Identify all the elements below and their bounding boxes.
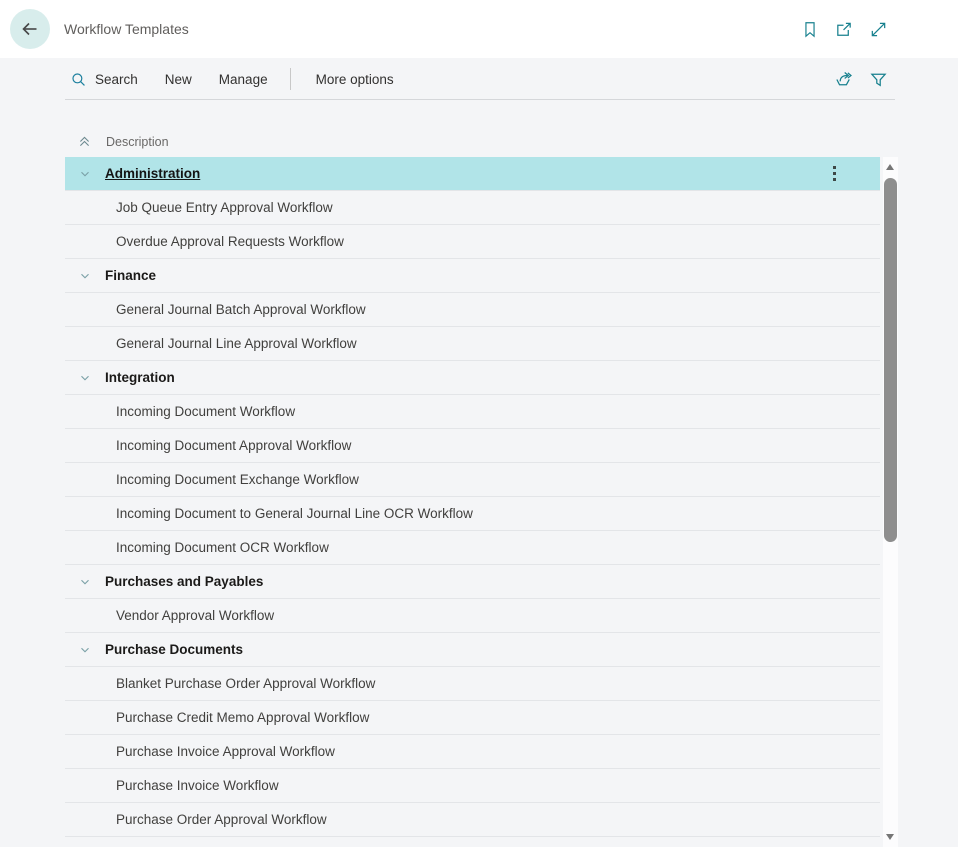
new-button[interactable]: New [164, 71, 192, 87]
bookmark-icon[interactable] [801, 20, 819, 39]
chevron-down-icon[interactable] [78, 167, 92, 181]
group-row[interactable] [65, 565, 880, 599]
table-row[interactable] [65, 803, 880, 837]
chevron-down-icon[interactable] [78, 575, 92, 589]
row-label: Integration [105, 370, 175, 385]
row-label: Finance [105, 268, 157, 283]
table-row[interactable] [65, 667, 880, 701]
table-row[interactable] [65, 225, 880, 259]
page-header [0, 0, 958, 58]
row-label: Incoming Document to General Journal Line OCR Workflow [116, 506, 473, 521]
row-label: General Journal Batch Approval Workflow [116, 302, 366, 317]
table-row[interactable] [65, 769, 880, 803]
row-label: Purchase Invoice Approval Workflow [116, 744, 335, 759]
row-label: Job Queue Entry Approval Workflow [116, 200, 333, 215]
table-row[interactable] [65, 497, 880, 531]
row-label: Administration [105, 166, 201, 181]
open-in-new-window-icon[interactable] [834, 20, 854, 39]
table-row[interactable] [65, 395, 880, 429]
row-label: Incoming Document Approval Workflow [116, 438, 352, 453]
table-row[interactable] [65, 735, 880, 769]
back-button[interactable] [10, 9, 50, 49]
table-row[interactable] [65, 429, 880, 463]
row-label: Purchase Order Approval Workflow [116, 812, 327, 827]
toolbar-right-icons [834, 58, 888, 100]
row-label: General Journal Line Approval Workflow [116, 336, 357, 351]
page-title: Workflow Templates [64, 21, 189, 37]
expand-diagonal-icon[interactable] [869, 20, 888, 39]
group-row[interactable] [65, 157, 880, 191]
back-arrow-icon [20, 19, 40, 39]
row-label: Vendor Approval Workflow [116, 608, 275, 623]
row-label: Incoming Document Exchange Workflow [116, 472, 359, 487]
table-row[interactable] [65, 531, 880, 565]
chevron-down-icon[interactable] [78, 371, 92, 385]
row-label: Purchase Credit Memo Approval Workflow [116, 710, 370, 725]
scrollbar-thumb[interactable] [884, 178, 897, 542]
row-label: Incoming Document OCR Workflow [116, 540, 329, 555]
group-row[interactable] [65, 259, 880, 293]
group-row[interactable] [65, 633, 880, 667]
filter-icon[interactable] [869, 70, 888, 89]
manage-button[interactable]: Manage [218, 71, 268, 87]
chevron-down-icon[interactable] [78, 269, 92, 283]
table-row[interactable] [65, 463, 880, 497]
row-more-options-icon[interactable] [829, 166, 840, 181]
group-row[interactable] [65, 361, 880, 395]
row-label: Overdue Approval Requests Workflow [116, 234, 344, 249]
vertical-scrollbar[interactable] [883, 157, 898, 847]
search-button[interactable] [70, 71, 138, 88]
more-options-button[interactable]: More options [315, 71, 394, 87]
scrollbar-up-arrow-icon[interactable] [886, 164, 894, 170]
table-row[interactable] [65, 191, 880, 225]
toolbar-divider [290, 68, 291, 90]
table-body [65, 157, 880, 847]
row-label: Purchase Documents [105, 642, 244, 657]
table-column-header [65, 126, 169, 157]
table-row[interactable] [65, 599, 880, 633]
column-header-description: Description [106, 134, 169, 149]
row-label: Blanket Purchase Order Approval Workflow [116, 676, 376, 691]
collapse-all-icon[interactable] [77, 134, 92, 149]
row-label: Incoming Document Workflow [116, 404, 296, 419]
row-label: Purchase Invoice Workflow [116, 778, 279, 793]
action-toolbar [10, 58, 958, 100]
row-label: Purchases and Payables [105, 574, 264, 589]
table-row[interactable] [65, 701, 880, 735]
search-icon [70, 71, 87, 88]
scrollbar-down-arrow-icon[interactable] [886, 834, 894, 840]
share-icon[interactable] [834, 69, 855, 89]
table-row[interactable] [65, 327, 880, 361]
search-label: Search [95, 71, 138, 87]
table-row[interactable] [65, 293, 880, 327]
chevron-down-icon[interactable] [78, 643, 92, 657]
toolbar-underline [65, 99, 895, 100]
header-action-icons [801, 0, 888, 58]
